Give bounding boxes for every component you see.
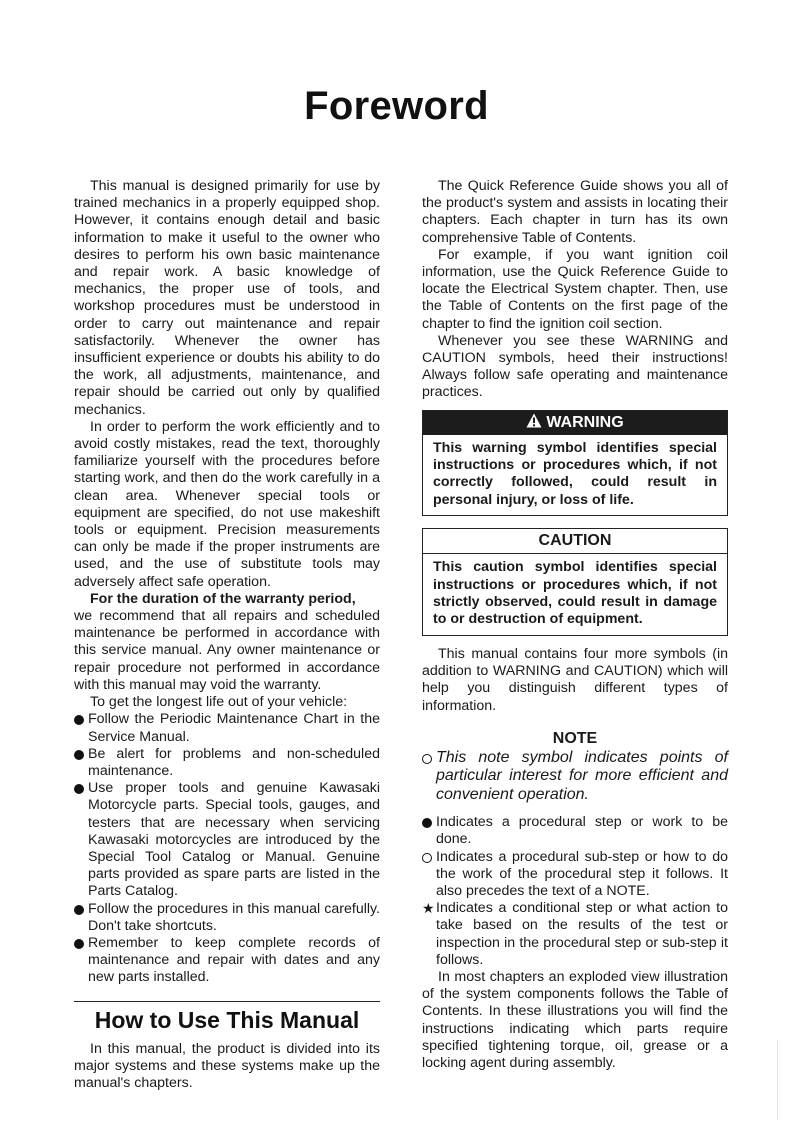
- list-item: Use proper tools and genuine Kawasaki Motorcycle parts. Special tools, gauges, and testers that are necessary when servicing Kawasaki motorcycles are introduced by the Special Tool Catalog or Manual. Genuine parts provided as spare parts are listed in the Parts Catalog.: [74, 780, 380, 900]
- paragraph-major-systems: In this manual, the product is divided into its major systems and these systems make up the manual's chapters.: [74, 1040, 380, 1091]
- paragraph-example: For example, if you want ignition coil information, use the Quick Reference Guide to locate the Electrical System chapter. Then, use the Table of Contents on the first page of the chapter to find the ignition coil section.: [422, 246, 728, 332]
- paragraph-warranty: [74, 591, 380, 608]
- star-icon: ★: [422, 900, 435, 917]
- paragraph-quick-reference: The Quick Reference Guide shows you all of the product's system and assists in locating their chapters. Each chapter in turn has its own comprehensive Table of Contents.: [422, 178, 728, 246]
- caution-box: [422, 528, 728, 636]
- symbol-legend-list: [422, 814, 728, 969]
- caution-label: CAUTION: [423, 529, 727, 554]
- caution-text: This caution symbol identifies special instructions or procedures which, if not strictly observed, could result in damage to or destruction of equipment.: [433, 559, 717, 628]
- note-text-block: This note symbol indicates points of particular interest for more efficient and convenient operation.: [422, 749, 728, 805]
- list-item: Follow the procedures in this manual carefully. Don't take shortcuts.: [74, 901, 380, 935]
- warning-label: WARNING: [546, 413, 624, 431]
- note-label: NOTE: [552, 729, 598, 747]
- section-heading-how-to-use: How to Use This Manual: [74, 1001, 380, 1035]
- bullet-dot-icon: [74, 750, 84, 760]
- note-circle-icon: [422, 754, 432, 764]
- paragraph-longest-life: To get the longest life out of your vehicle:: [90, 694, 348, 711]
- bullet-dot-icon: [74, 905, 84, 915]
- scan-edge-line: [777, 1040, 778, 1120]
- list-item: Follow the Periodic Maintenance Chart in the Service Manual.: [74, 711, 380, 745]
- bullet-dot-icon: [422, 818, 432, 828]
- list-item: ★ Indicates a conditional step or what action to take based on the results of the test or inspection in the procedural step or sub-step it follows.: [422, 900, 728, 968]
- list-item: Indicates a procedural step or work to be done.: [422, 814, 728, 848]
- list-item: Be alert for problems and non-scheduled maintenance.: [74, 746, 380, 780]
- paragraph-exploded-view: In most chapters an exploded view illustration of the system components follows the Table of Contents. In these illustrations you will find the instructions indicating which parts require specified tightening torque, oil, grease or a locking agent during assembly.: [422, 969, 728, 1072]
- paragraph-warranty-rest: we recommend that all repairs and scheduled maintenance be performed in accordance with this service manual. Any owner maintenance or repair procedure not performed in accordance with this manual may void the warranty.: [74, 608, 380, 693]
- warning-triangle-icon: [526, 413, 542, 428]
- bullet-dot-icon: [74, 939, 84, 949]
- paragraph-four-symbols: This manual contains four more symbols (in addition to WARNING and CAUTION) which will help you distinguish different types of information.: [422, 645, 728, 714]
- warranty-emphasis: For the duration of the warranty period,: [90, 590, 356, 607]
- list-item: Indicates a procedural sub-step or how to do the work of the procedural step it follows. It also precedes the text of a NOTE.: [422, 849, 728, 901]
- right-column: [422, 178, 728, 1072]
- bullet-dot-icon: [74, 715, 84, 725]
- warning-box: [422, 410, 728, 517]
- list-item: Remember to keep complete records of maintenance and repair with dates and any new parts installed.: [74, 935, 380, 987]
- sub-step-circle-icon: [422, 853, 432, 863]
- vehicle-care-list: [74, 711, 380, 986]
- page-title: Foreword: [304, 84, 489, 128]
- warning-header: [423, 411, 727, 435]
- warning-text: This warning symbol identifies special instructions or procedures which, if not correctly followed, could result in personal injury, or loss of life.: [433, 439, 717, 508]
- bullet-dot-icon: [74, 784, 84, 794]
- left-column: [74, 178, 380, 1092]
- paragraph-symbols: Whenever you see these WARNING and CAUTION symbols, heed their instructions! Always follow safe operating and maintenance practices.: [422, 332, 728, 401]
- paragraph-purpose: This manual is designed primarily for use by trained mechanics in a properly equipped shop. However, it contains enough detail and basic information to make it useful to the owner who desires to perform his own basic maintenance and repair work. A basic knowledge of mechanics, the proper use of tools, and workshop procedures must be understood in order to carry out maintenance and repair satisfactorily. Whenever the owner has insufficient experience or doubts his ability to do the work, all adjustments, maintenance, and repair should be carried out only by qualified mechanics.: [74, 178, 380, 418]
- paragraph-efficiency: In order to perform the work efficiently and to avoid costly mistakes, read the text, thoroughly familiarize yourself with the procedures before starting work, and then do the work carefully in a clean area. Whenever special tools or equipment are specified, do not use makeshift tools or equipment. Precision measurements can only be made if the proper instruments are used, and the use of substitute tools may adversely affect safe operation.: [74, 418, 380, 590]
